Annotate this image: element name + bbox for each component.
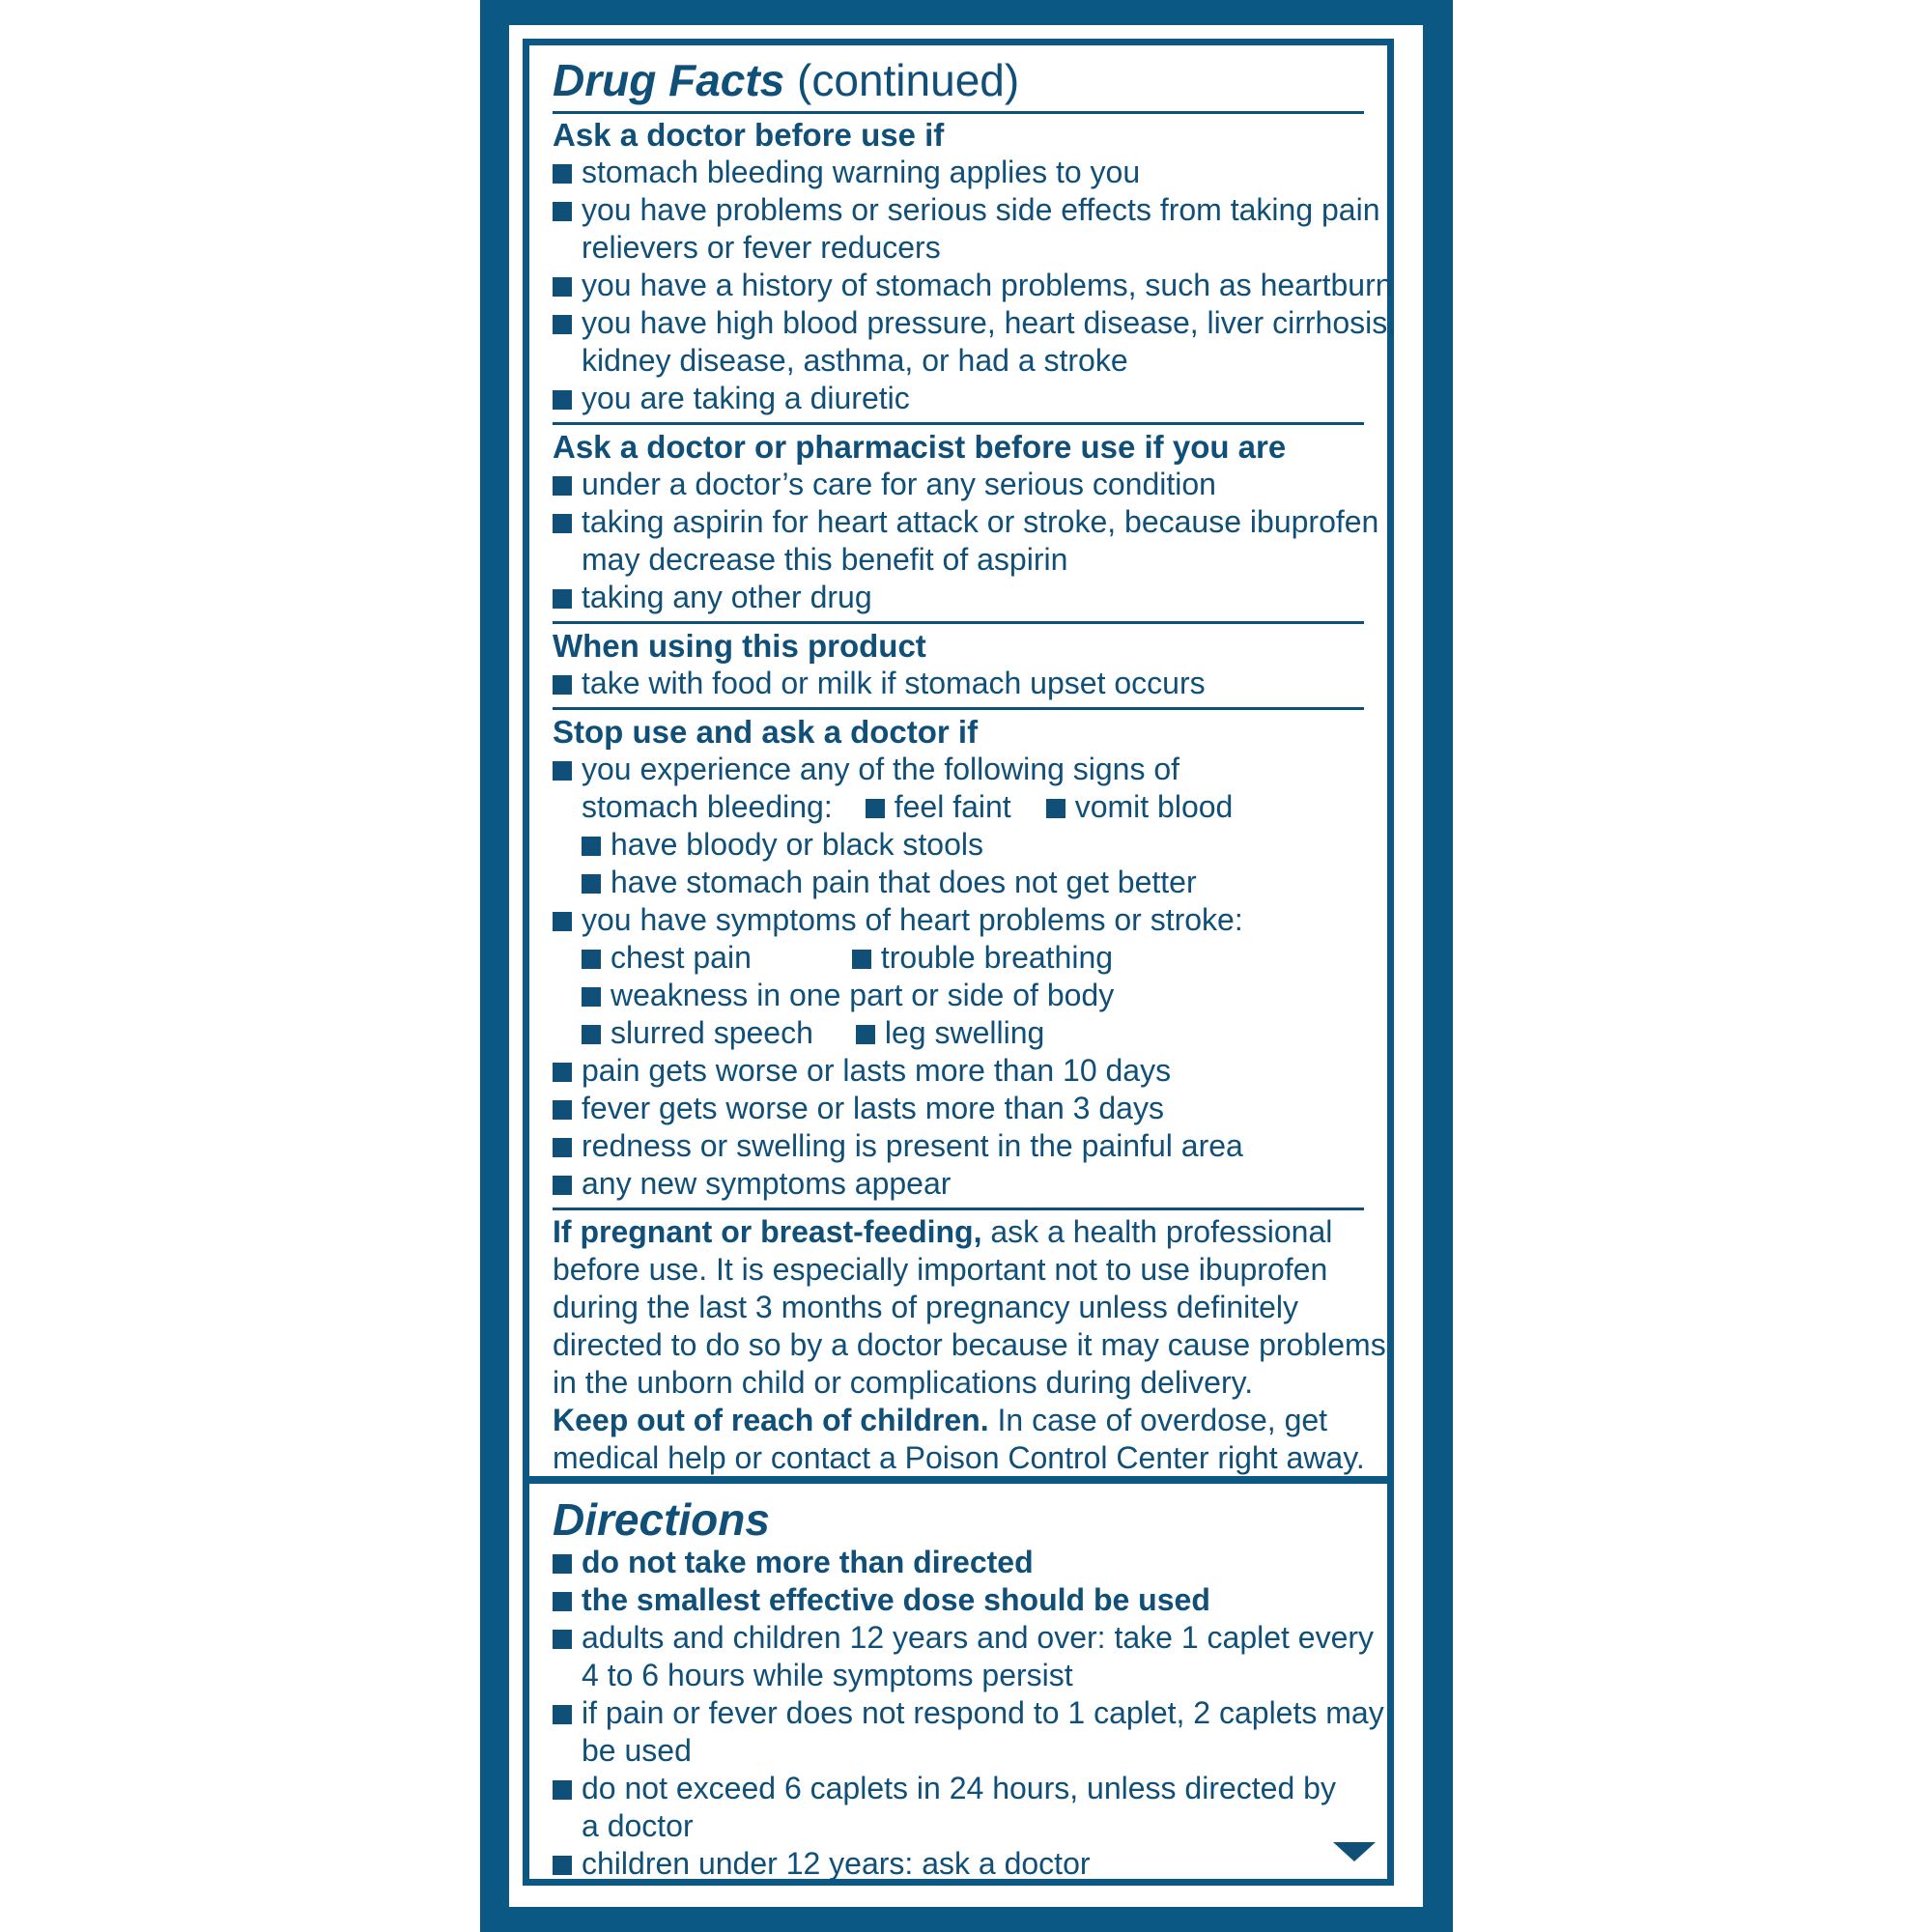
list-item: fever gets worse or lasts more than 3 days [553,1090,1364,1127]
list-item: taking any other drug [553,579,1364,616]
sub-list-item: weakness in one part or side of body [553,977,1364,1014]
ask-doctor-section [553,116,1397,417]
drug-facts-panel [523,39,1397,1483]
divider [553,621,1364,624]
square-bullet-icon [553,1554,572,1574]
square-bullet-icon [553,1705,572,1724]
square-bullet-icon [553,1856,572,1875]
pregnancy-lead: If pregnant or breast-feeding, [553,1214,982,1249]
square-bullet-icon [553,1780,572,1800]
sub-list-item: slurred speech leg swelling [553,1014,1364,1052]
list-item: redness or swelling is present in the painful area [553,1127,1364,1165]
ask-pharmacist-section [553,428,1379,616]
square-bullet-icon [553,390,572,410]
drug-facts-heading [553,53,1364,107]
square-bullet-icon [582,874,601,894]
sub-list-item: chest pain trouble breathing [553,939,1364,977]
square-bullet-icon [553,675,572,695]
keep-out-lead: Keep out of reach of children. [553,1403,989,1437]
square-bullet-icon [553,761,572,781]
section-heading: Stop use and ask a doctor if [553,714,979,750]
list-item: you have problems or serious side effects from taking pain [553,191,1364,229]
square-bullet-icon [852,950,871,969]
square-bullet-icon [1046,799,1065,818]
drug-facts-continued: (continued) [797,55,1020,105]
list-item-continued: stomach bleeding: feel faint vomit blood [582,789,1234,824]
square-bullet-icon [582,987,601,1007]
section-heading: Ask a doctor before use if [553,117,945,153]
list-item: taking aspirin for heart attack or stroke, because ibuprofen [553,503,1364,541]
list-item: take with food or milk if stomach upset occurs [553,665,1364,702]
list-item-continued: relievers or fever reducers [582,230,941,265]
down-arrow-icon [1333,1842,1376,1861]
list-item: you experience any of the following signs of [553,751,1364,788]
square-bullet-icon [553,1063,572,1082]
list-item-continued: be used [582,1733,692,1768]
list-item: if pain or fever does not respond to 1 caplet, 2 caplets may [553,1694,1364,1732]
section-heading: When using this product [553,628,926,664]
list-item: you have a history of stomach problems, such as heartburn [553,267,1364,304]
list-item-continued: kidney disease, asthma, or had a stroke [582,343,1128,378]
square-bullet-icon [553,1176,572,1195]
list-item: do not take more than directed [553,1544,1364,1581]
list-item: any new symptoms appear [553,1165,1364,1203]
list-item: under a doctor’s care for any serious condition [553,466,1364,503]
divider [553,111,1364,114]
pregnancy-warning: If pregnant or breast-feeding, ask a health professional before use. It is especially important not to use ibuprofen during the last 3 months of pregnancy unless definitely directed to do so by a doctor because it may cause problems in the unborn child or complications during delivery. [553,1214,1386,1400]
list-item: the smallest effective dose should be used [553,1581,1364,1619]
square-bullet-icon [553,1138,572,1157]
square-bullet-icon [582,1025,601,1044]
list-item: adults and children 12 years and over: take 1 caplet every [553,1619,1364,1657]
list-item: do not exceed 6 caplets in 24 hours, unless directed by [553,1770,1364,1807]
section-heading: Ask a doctor or pharmacist before use if you are [553,429,1287,465]
square-bullet-icon [553,1100,572,1120]
sub-list-item: have stomach pain that does not get better [553,864,1364,901]
keep-out-warning: Keep out of reach of children. In case of overdose, get medical help or contact a Poison Control Center right away. [553,1403,1365,1475]
square-bullet-icon [582,950,601,969]
square-bullet-icon [553,277,572,297]
square-bullet-icon [553,589,572,609]
list-item: children under 12 years: ask a doctor [553,1845,1364,1883]
square-bullet-icon [553,476,572,496]
list-item: stomach bleeding warning applies to you [553,154,1364,191]
square-bullet-icon [553,315,572,334]
square-bullet-icon [856,1025,875,1044]
square-bullet-icon [553,1630,572,1649]
list-item-continued: a doctor [582,1808,694,1843]
stop-use-section [553,713,1364,1203]
list-item: you are taking a diuretic [553,380,1364,417]
square-bullet-icon [553,912,572,931]
directions-title: Directions [553,1494,770,1545]
square-bullet-icon [553,164,572,184]
list-item: you have high blood pressure, heart disease, liver cirrhosis, [553,304,1364,342]
sub-list-item: have bloody or black stools [553,826,1364,864]
list-item: you have symptoms of heart problems or stroke: [553,901,1364,939]
divider [553,707,1364,710]
square-bullet-icon [582,837,601,856]
divider [553,422,1364,425]
square-bullet-icon [553,1592,572,1611]
list-item-continued: may decrease this benefit of aspirin [582,542,1068,577]
square-bullet-icon [553,202,572,221]
directions-panel [523,1477,1394,1886]
square-bullet-icon [866,799,885,818]
list-item-continued: 4 to 6 hours while symptoms persist [582,1658,1073,1692]
list-item: pain gets worse or lasts more than 10 days [553,1052,1364,1090]
divider [553,1208,1364,1210]
when-using-section [553,627,1364,702]
drug-facts-title: Drug Facts [553,55,785,105]
square-bullet-icon [553,514,572,533]
